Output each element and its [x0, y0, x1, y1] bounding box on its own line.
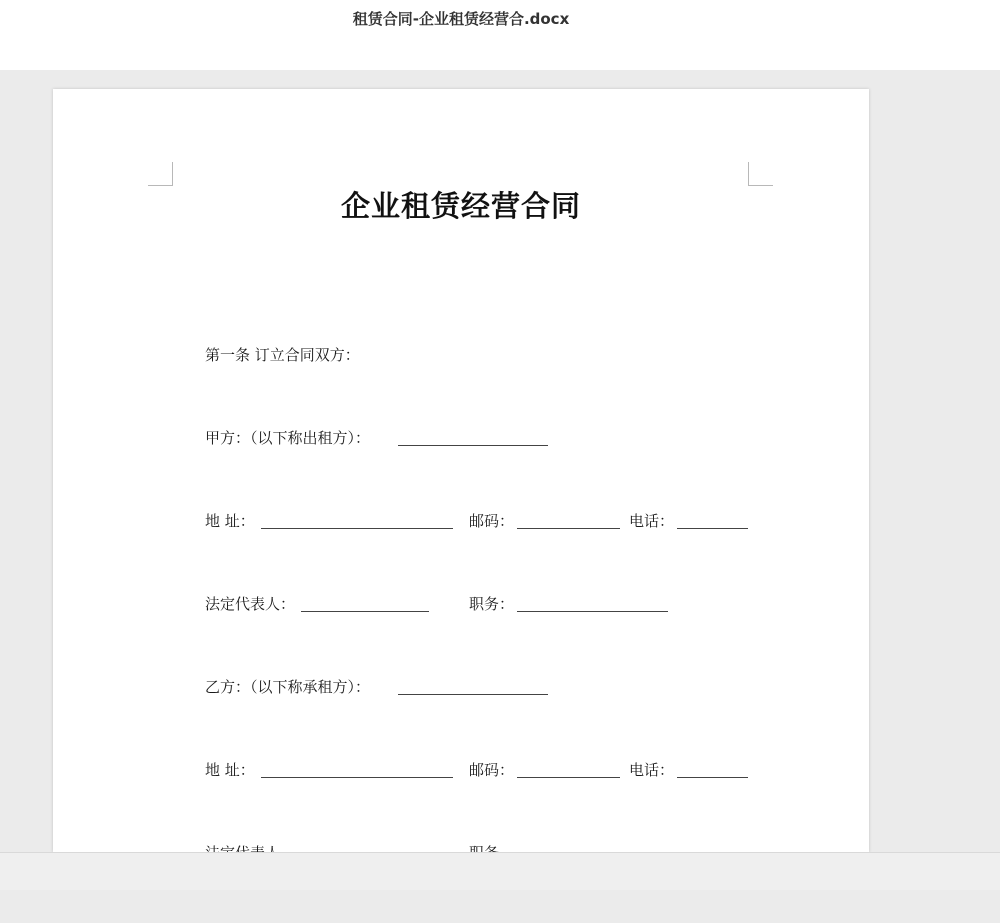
party-a-position-blank	[517, 594, 668, 612]
document-viewport[interactable]	[0, 70, 1000, 852]
party-a-postcode-blank	[517, 511, 620, 529]
margin-mark-top-right	[748, 162, 773, 186]
party-b-phone-label: 电话：	[629, 761, 675, 779]
party-a-label: 甲方：（以下称出租方）：	[205, 429, 371, 447]
party-b-address-label: 地 址：	[205, 761, 255, 779]
margin-mark-top-left	[148, 162, 173, 186]
bottom-bar	[0, 852, 1000, 890]
party-b-phone-blank	[677, 760, 748, 778]
contract-title: 企业租赁经营合同	[340, 189, 581, 223]
party-a-row	[205, 428, 825, 448]
party-a-representative-row	[205, 594, 825, 614]
party-a-legal-rep-blank	[301, 594, 429, 612]
party-a-position-label: 职务：	[469, 595, 515, 613]
document-filename: 租赁合同-企业租赁经营合.docx	[352, 10, 570, 28]
article-1-heading: 第一条 订立合同双方：	[205, 346, 360, 364]
title-bar	[0, 0, 1000, 70]
party-a-legal-rep-label: 法定代表人：	[205, 595, 296, 613]
party-a-contact-row	[205, 511, 825, 531]
party-b-name-blank	[398, 677, 548, 695]
party-a-postcode-label: 邮码：	[469, 512, 515, 530]
party-a-address-label: 地 址：	[205, 512, 255, 530]
document-page	[53, 89, 869, 852]
party-b-label: 乙方：（以下称承租方）：	[205, 678, 371, 696]
party-b-contact-row	[205, 760, 825, 780]
party-a-phone-label: 电话：	[629, 512, 675, 530]
party-a-address-blank	[261, 511, 453, 529]
party-b-postcode-label: 邮码：	[469, 761, 515, 779]
party-b-row	[205, 677, 825, 697]
party-b-postcode-blank	[517, 760, 620, 778]
party-b-address-blank	[261, 760, 453, 778]
party-a-name-blank	[398, 428, 548, 446]
party-a-phone-blank	[677, 511, 748, 529]
